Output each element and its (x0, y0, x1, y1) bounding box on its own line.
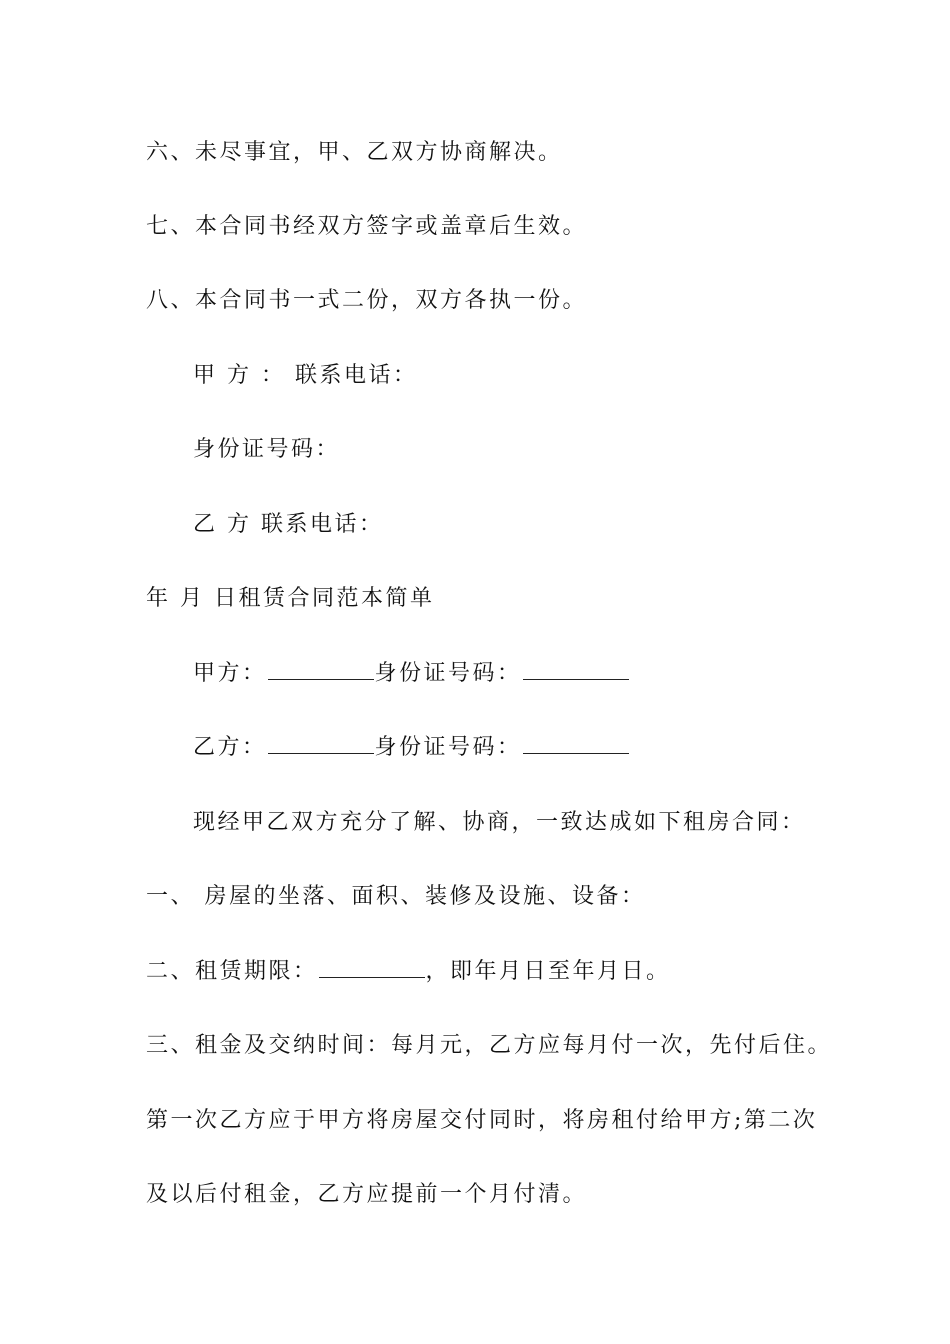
clause-eight: 八、本合同书一式二份，双方各执一份。 (146, 288, 588, 313)
clause-seven: 七、本合同书经双方签字或盖章后生效。 (146, 214, 588, 239)
party-b-id-label: 身份证号码： (374, 735, 522, 760)
party-a-line (193, 659, 630, 689)
clause-six: 六、未尽事宜，甲、乙双方协商解决。 (146, 140, 563, 165)
clause-three: 三、租金及交纳时间：每月元，乙方应每月付一次，先付后住。 (146, 1033, 833, 1058)
party-a-id-label: 身份证号码： (374, 661, 522, 686)
clause-three-end: 及以后付租金，乙方应提前一个月付清。 (146, 1182, 588, 1207)
party-b-id-blank (523, 733, 629, 754)
party-b-label: 乙方： (193, 735, 267, 760)
lease-term-blank (319, 957, 425, 978)
clause-two (146, 957, 671, 987)
section-title: 年 月 日租赁合同范本简单 (146, 586, 435, 611)
lease-term-label: 二、租赁期限： (146, 959, 318, 984)
party-a-blank (268, 659, 374, 680)
party-b-phone: 乙 方 联系电话： (193, 512, 384, 537)
intro-paragraph: 现经甲乙双方充分了解、协商，一致达成如下租房合同： (193, 810, 806, 835)
party-a-phone: 甲 方 ： 联系电话： (193, 363, 418, 388)
party-b-line (193, 733, 630, 763)
lease-term-text: ，即年月日至年月日。 (425, 959, 671, 984)
clause-three-continued: 第一次乙方应于甲方将房屋交付同时，将房租付给甲方;第二次 (146, 1108, 818, 1133)
party-b-blank (268, 733, 374, 754)
party-a-id-blank (523, 659, 629, 680)
id-number-label: 身份证号码： (193, 437, 341, 462)
party-a-label: 甲方： (193, 661, 267, 686)
clause-one: 一、 房屋的坐落、面积、装修及设施、设备： (146, 884, 646, 909)
